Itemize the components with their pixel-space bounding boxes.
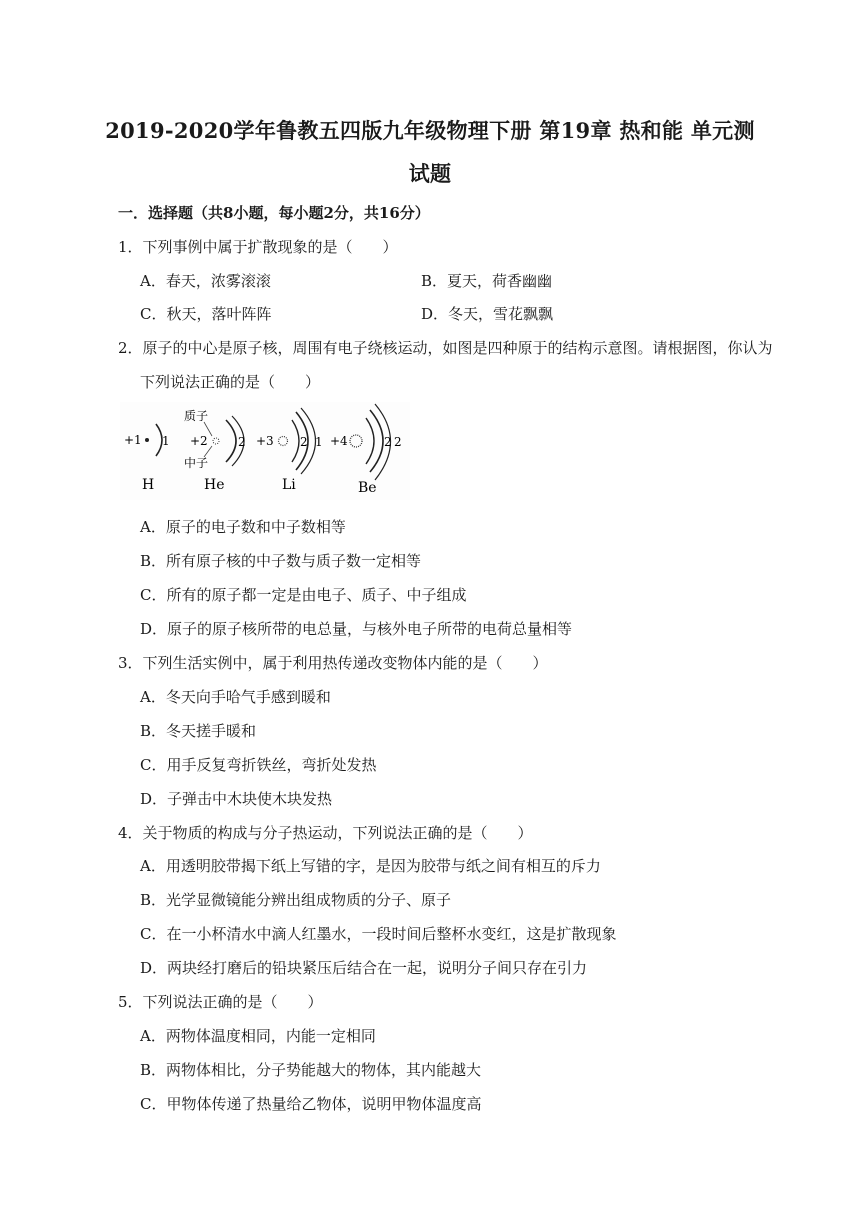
be-nucleus-charge: +4: [330, 434, 348, 448]
he-symbol: He: [204, 477, 225, 493]
q5-option-c: C．甲物体传递了热量给乙物体，说明甲物体温度高: [140, 1095, 482, 1113]
q3-option-d: D．子弹击中木块使木块发热: [140, 790, 333, 808]
q3-option-c: C．用手反复弯折铁丝，弯折处发热: [140, 756, 377, 774]
q3-option-b: B．冬天搓手暖和: [140, 722, 257, 740]
atom-structure-figure: [120, 402, 410, 500]
li-shell-1: 2: [300, 435, 308, 449]
q1-option-a: A．春天，浓雾滚滚: [140, 272, 271, 290]
q2-option-b: B．所有原子核的中子数与质子数一定相等: [140, 552, 422, 570]
q4-stem: 4．关于物质的构成与分子热运动，下列说法正确的是（ ）: [118, 824, 533, 842]
proton-label: 质子: [184, 409, 209, 423]
q4-option-c: C．在一小杯清水中滴人红墨水，一段时间后整杯水变红，这是扩散现象: [140, 925, 617, 943]
q2-stem-continued: 下列说法正确的是（ ）: [140, 373, 321, 391]
title-line-2: 试题: [408, 161, 452, 186]
h-nucleus-charge: +1: [124, 433, 142, 447]
h-symbol: H: [142, 477, 155, 493]
q4-option-b: B．光学显微镜能分辨出组成物质的分子、原子: [140, 891, 452, 909]
q1-option-d: D．冬天，雪花飘飘: [421, 305, 554, 323]
q2-option-c: C．所有的原子都一定是由电子、质子、中子组成: [140, 586, 467, 604]
h-shell-1: 1: [162, 434, 170, 448]
q1-stem: 1．下列事例中属于扩散现象的是（ ）: [118, 238, 398, 256]
q1-option-b: B．夏天，荷香幽幽: [421, 272, 553, 290]
q4-option-a: A．用透明胶带揭下纸上写错的字，是因为胶带与纸之间有相互的斥力: [140, 857, 601, 875]
he-nucleus-charge: +2: [190, 434, 208, 448]
q5-option-b: B．两物体相比，分子势能越大的物体，其内能越大: [140, 1061, 482, 1079]
section-heading: 一．选择题（共8小题，每小题2分，共16分）: [118, 204, 430, 222]
q4-option-d: D．两块经打磨后的铅块紧压后结合在一起，说明分子间只存在引力: [140, 959, 588, 977]
be-symbol: Be: [358, 480, 377, 496]
he-shell-1: 2: [238, 435, 246, 449]
li-nucleus-charge: +3: [256, 434, 274, 448]
q2-stem: 2．原子的中心是原子核，周围有电子绕核运动，如图是四种原于的结构示意图。请根据图，你认为: [118, 339, 773, 357]
q5-option-a: A．两物体温度相同，内能一定相同: [140, 1027, 376, 1045]
q2-option-d: D．原子的原子核所带的电总量，与核外电子所带的电荷总量相等: [140, 620, 573, 638]
q5-stem: 5．下列说法正确的是（ ）: [118, 993, 323, 1011]
li-symbol: Li: [282, 477, 296, 493]
be-shell-1: 2: [384, 435, 392, 449]
title-line-1: 2019-2020学年鲁教五四版九年级物理下册 第19章 热和能 单元测: [105, 118, 755, 143]
q3-option-a: A．冬天向手哈气手感到暖和: [140, 688, 331, 706]
q1-option-c: C．秋天，落叶阵阵: [140, 305, 272, 323]
q3-stem: 3．下列生活实例中，属于利用热传递改变物体内能的是（ ）: [118, 654, 548, 672]
be-shell-2: 2: [394, 435, 402, 449]
neutron-label: 中子: [184, 456, 209, 470]
li-shell-2: 1: [315, 435, 323, 449]
q2-option-a: A．原子的电子数和中子数相等: [140, 518, 346, 536]
